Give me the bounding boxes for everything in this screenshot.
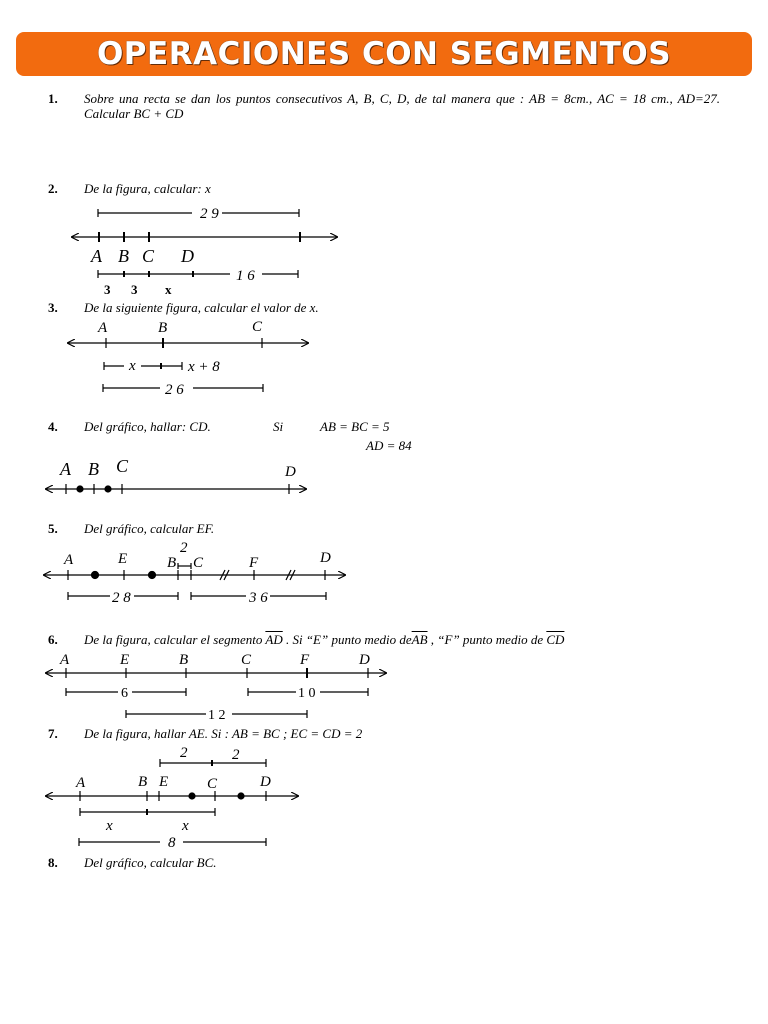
problem-6-text-c: , “F” punto medio de	[430, 632, 544, 647]
fig6-m2-label: 1 0	[298, 686, 316, 701]
fig7-x1-label: x	[106, 818, 113, 834]
fig5-point-c: C	[193, 555, 204, 571]
fig2-bottom-label: 1 6	[236, 268, 255, 284]
fig5-point-f: F	[249, 555, 259, 571]
fig3-point-b: B	[158, 320, 168, 336]
fig5-point-a: A	[64, 552, 74, 568]
segment-ad-label: $\overline{AD}$	[265, 632, 283, 647]
fig7-top-label-2: 2	[232, 747, 240, 763]
problem-7-number: 7.	[48, 726, 58, 741]
problem-5-number: 5.	[48, 521, 58, 536]
problem-5-text: Del gráfico, calcular EF.	[84, 521, 215, 536]
fig7-point-c: C	[207, 776, 218, 792]
problem-4-condition-1: AB = BC = 5	[320, 419, 390, 434]
fig3-seg2-label: x + 8	[188, 359, 220, 375]
fig7-point-d: D	[260, 774, 271, 790]
segment-cd-label: $\overline{CD}$	[546, 632, 565, 647]
fig6-m1-label: 6	[121, 686, 128, 701]
problem-6-number: 6.	[48, 632, 58, 647]
problem-4-number: 4.	[48, 419, 58, 434]
fig6-point-c: C	[241, 652, 252, 668]
fig7-point-a: A	[76, 775, 86, 791]
fig2-seg3-label: x	[165, 282, 172, 297]
problem-8-number: 8.	[48, 855, 58, 870]
problem-4-si: Si	[273, 419, 284, 434]
fig6-point-f: F	[300, 652, 310, 668]
fig3-point-c: C	[252, 319, 263, 335]
fig7-total-label: 8	[168, 835, 176, 851]
problem-1-text: Sobre una recta se dan los puntos consecutivos A, B, C, D, de tal manera que : AB = 8cm., AC = 18 cm., AD=27. Calcular BC + CD	[84, 91, 720, 121]
fig5-point-b: B	[167, 555, 177, 571]
problem-3-text: De la siguiente figura, calcular el valor de x.	[84, 300, 319, 315]
problem-1-number: 1.	[48, 91, 58, 106]
fig2-point-d: D	[181, 246, 194, 266]
fig3-seg1-label: x	[129, 358, 136, 374]
fig3-point-a: A	[98, 320, 108, 336]
fig2-point-b: B	[118, 246, 129, 266]
fig7-point-b: B	[138, 774, 148, 790]
fig6-m3-label: 1 2	[208, 708, 226, 723]
fig2-seg2-label: 3	[131, 282, 138, 297]
fig4-point-d: D	[285, 464, 296, 480]
fig2-point-a: A	[91, 246, 102, 266]
problem-6-text-b: . Si “E” punto medio de	[285, 632, 412, 647]
fig4-point-c: C	[116, 456, 129, 476]
fig5-left-label: 2 8	[112, 590, 131, 606]
problem-2-number: 2.	[48, 181, 58, 196]
problem-4-text: Del gráfico, hallar: CD.	[84, 419, 211, 434]
fig6-point-b: B	[179, 652, 189, 668]
fig5-right-label: 3 6	[249, 590, 268, 606]
segment-ab-label: $\overline{AB}$	[411, 632, 428, 647]
fig6-point-d: D	[359, 652, 370, 668]
problem-3-number: 3.	[48, 300, 58, 315]
problem-8-text: Del gráfico, calcular BC.	[84, 855, 217, 870]
fig2-point-c: C	[142, 246, 155, 266]
fig5-point-d: D	[320, 550, 331, 566]
fig3-total-label: 2 6	[165, 382, 184, 398]
fig4-point-b: B	[88, 459, 99, 479]
figure-7	[46, 759, 298, 846]
fig4-point-a: A	[60, 459, 71, 479]
fig6-point-a: A	[60, 652, 70, 668]
fig5-point-e: E	[118, 551, 128, 567]
fig6-point-e: E	[120, 652, 130, 668]
fig7-x2-label: x	[182, 818, 189, 834]
page-title: OPERACIONES CON SEGMENTOS	[96, 36, 672, 72]
problem-7-text: De la figura, hallar AE. Si : AB = BC ; EC = CD = 2	[84, 726, 363, 741]
problem-4-condition-2: AD = 84	[366, 438, 412, 453]
fig2-top-label: 2 9	[200, 206, 219, 222]
fig2-seg1-label: 3	[104, 282, 111, 297]
fig7-top-label-1: 2	[180, 745, 188, 761]
fig5-bc-label: 2	[180, 540, 188, 556]
problem-6-text-a: De la figura, calcular el segmento	[84, 632, 263, 647]
fig7-point-e: E	[159, 774, 169, 790]
problem-2-text: De la figura, calcular: x	[84, 181, 211, 196]
figure-4	[46, 484, 306, 494]
